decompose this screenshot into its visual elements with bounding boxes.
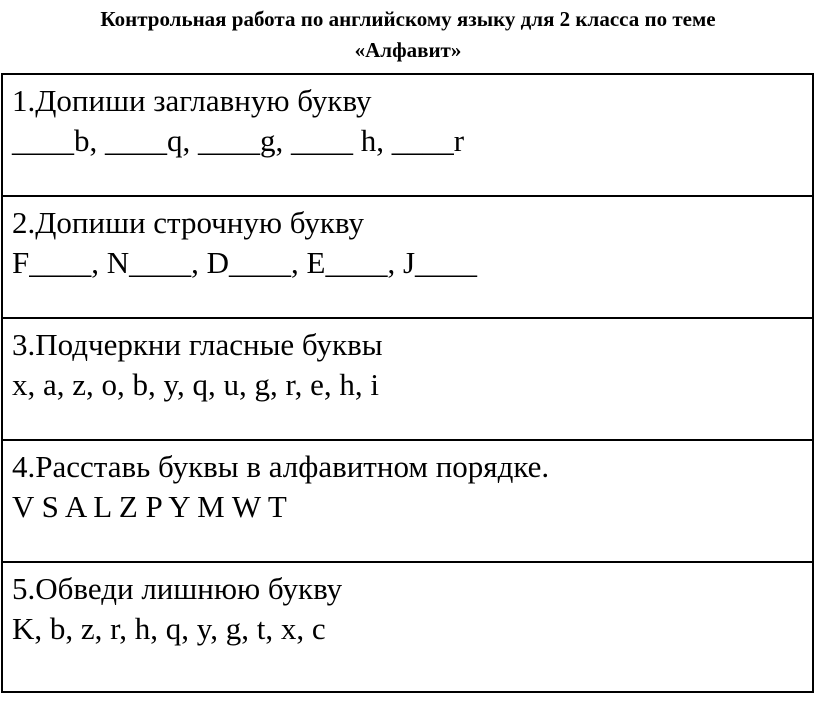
task-3-instruction: 3.Подчеркни гласные буквы [12,327,383,362]
task-4-instruction: 4.Расставь буквы в алфавитном порядке. [12,449,550,484]
task-5-instruction: 5.Обведи лишнюю букву [12,571,343,606]
document-title [0,4,816,66]
task-1 [3,75,812,197]
task-3-content: x, a, z, o, b, y, q, u, g, r, e, h, i [12,367,379,402]
task-1-content: ____b, ____q, ____g, ____ h, ____r [12,123,465,158]
tasks-table [1,73,814,693]
task-2-content: F____, N____, D____, E____, J____ [12,245,478,280]
title-line-1: Контрольная работа по английскому языку для 2 класса по теме [100,7,716,31]
title-line-2: «Алфавит» [354,38,462,62]
task-5 [3,563,812,693]
task-1-instruction: 1.Допиши заглавную букву [12,83,372,118]
task-2-instruction: 2.Допиши строчную букву [12,205,364,240]
task-3 [3,319,812,441]
task-4-content: V S A L Z P Y M W T [12,489,287,524]
task-4 [3,441,812,563]
task-5-content: K, b, z, r, h, q, y, g, t, x, c [12,611,326,646]
task-2 [3,197,812,319]
